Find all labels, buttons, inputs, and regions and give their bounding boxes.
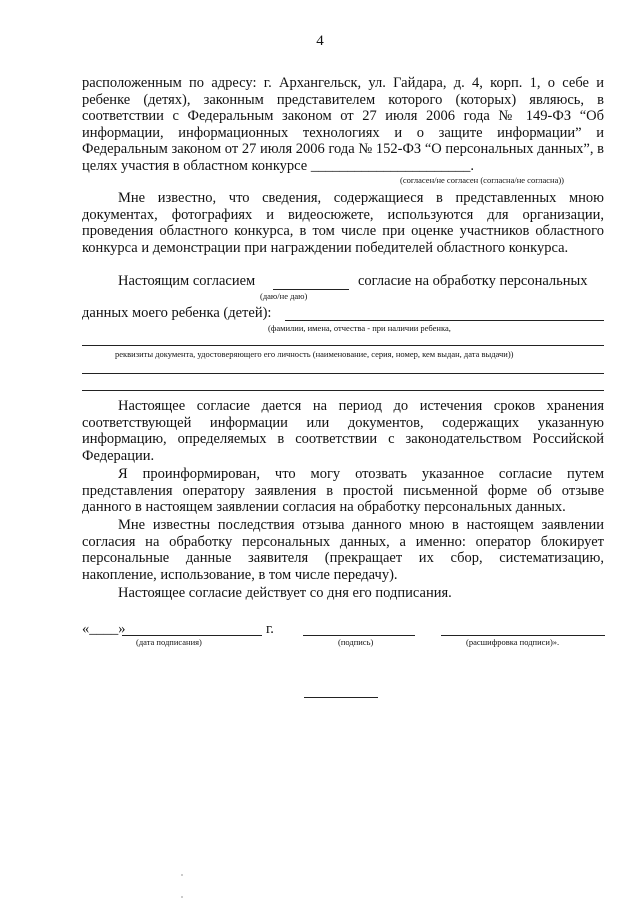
signature-decode-blank[interactable] <box>441 635 605 636</box>
page-number: 4 <box>316 33 324 49</box>
child-data-blank-2[interactable] <box>82 345 604 346</box>
paragraph-validity: Настоящее согласие действует со дня его подписания. <box>118 585 452 601</box>
child-data-blank[interactable] <box>285 320 604 321</box>
caption-doc-details: реквизиты документа, удостоверяющего его личность (наименование, серия, номер, кем выдан, дата выдачи)) <box>115 349 514 359</box>
consent-start: Настоящим согласием <box>118 273 256 289</box>
consent-give-blank[interactable] <box>273 289 349 290</box>
signature-blank[interactable] <box>303 635 415 636</box>
caption-decode: (расшифровка подписи)». <box>466 637 560 647</box>
date-blank[interactable] <box>122 635 262 636</box>
closing-separator <box>304 697 378 698</box>
doc-details-blank-1[interactable] <box>82 373 604 374</box>
caption-give: (даю/не даю) <box>260 291 308 301</box>
doc-details-blank-2[interactable] <box>82 390 604 391</box>
consent-end: согласие на обработку персональных <box>358 273 588 289</box>
paragraph-term: Настоящее согласие дается на период до истечения сроков хранения соответствующей информации или документов, содержащих указанную информацию, определяемых в соответствии с законодательством Российской Федерации. <box>82 398 604 464</box>
date-day-quote: «____» <box>82 621 126 637</box>
scan-dot <box>181 896 183 898</box>
caption-date: (дата подписания) <box>136 637 202 647</box>
caption-agree: (согласен/не согласен (согласна/не согласна)) <box>400 175 565 185</box>
paragraph-consent-basis: расположенным по адресу: г. Архангельск, ул. Гайдара, д. 4, корп. 1, о себе и ребенке (детях), законным представителем которого (которых) являюсь, в соответствии с Федеральным законом от 27 июля 2006 года № 149-ФЗ “Об информации, информационных технологиях и о защите информации” и Федеральным законом от 27 июля 2006 года № 152-ФЗ “О персональных данных”, в целях участия в областном конкурсе ______________________. <box>82 75 604 174</box>
paragraph-purpose: Мне известно, что сведения, содержащиеся в представленных мною документах, фотографиях и видеосюжете, используются для организации, проведения областного конкурса, в том числе при оценке участников областного конкурса и демонстрации при награждении победителей областного конкурса. <box>82 190 604 256</box>
paragraph-consequences: Мне известны последствия отзыва данного мною в настоящем заявлении согласия на обработку персональных данных, а именно: оператор блокирует персональные данные заявителя (прекращает их сбор, систематизацию, накопление, использование, в том числе передачу). <box>82 517 604 583</box>
paragraph-revocation: Я проинформирован, что могу отозвать указанное согласие путем представления оператору заявления в простой письменной форме об отзыве данного в настоящем заявлении согласия на обработку персональных данных. <box>82 466 604 516</box>
scan-dot <box>181 874 183 876</box>
child-data-label: данных моего ребенка (детей): <box>82 305 272 321</box>
caption-child-names: (фамилии, имена, отчества - при наличии ребенка, <box>268 323 451 333</box>
caption-signature: (подпись) <box>338 637 374 647</box>
date-year-suffix: г. <box>266 621 274 637</box>
